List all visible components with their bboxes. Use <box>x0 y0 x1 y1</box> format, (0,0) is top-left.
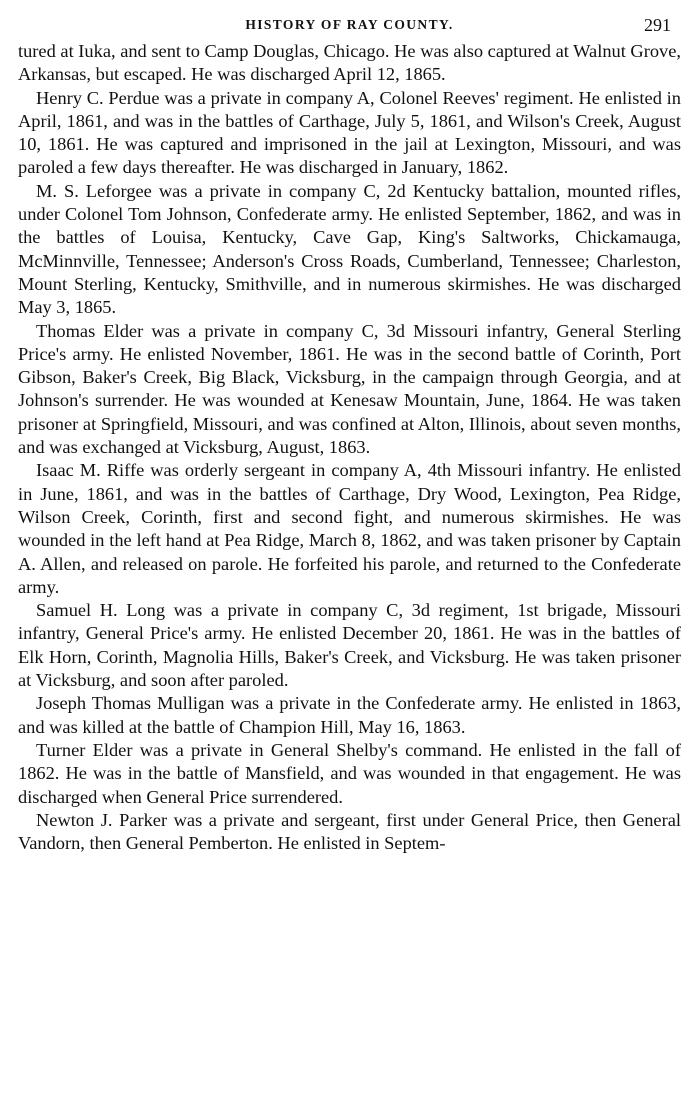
running-head <box>18 10 681 40</box>
paragraph-joseph-thomas-mulligan: Joseph Thomas Mulligan was a private in the Confederate army. He enlisted in 1863, and was killed at the battle of Champion Hill, May 16, 1863. <box>18 693 681 737</box>
body-text <box>18 40 681 855</box>
paragraph-thomas-elder: Thomas Elder was a private in company C, 3d Missouri infantry, General Sterling Price's army. He enlisted November, 1861. He was in the second battle of Corinth, Port Gibson, Baker's Creek, Big Black, Vicksburg, in the campaign through Georgia, and at Johnson's surrender. He was wounded at Kenesaw Mountain, June, 1864. He was taken prisoner at Springfield, Missouri, and was confined at Alton, Illinois, about seven months, and was exchanged at Vicksburg, August, 1863. <box>18 320 681 458</box>
paragraph-m-s-leforgee: M. S. Leforgee was a private in company C, 2d Kentucky battalion, mounted rifles, under Colonel Tom Johnson, Confederate army. He enlisted September, 1862, and was in the battles of Louisa, Kentucky, Cave Gap, King's Saltworks, Chickamauga, McMinnville, Tennessee; Anderson's Cross Roads, Cumberland, Tennessee; Charleston, Mount Sterling, Kentucky, Smithville, and in numerous skirmishes. He was discharged May 3, 1865. <box>18 180 681 318</box>
paragraph-samuel-h-long: Samuel H. Long was a private in company C, 3d regiment, 1st brigade, Missouri infantry, General Price's army. He enlisted December 20, 1861. He was in the battles of Elk Horn, Corinth, Magnolia Hills, Baker's Creek, and Vicksburg. He was taken prisoner at Vicksburg, and soon after paroled. <box>18 600 681 691</box>
running-title: HISTORY OF RAY COUNTY. <box>245 17 454 32</box>
paragraph-henry-c-perdue: Henry C. Perdue was a private in company A, Colonel Reeves' regiment. He enlisted in April, 1861, and was in the battles of Carthage, July 5, 1861, and Wilson's Creek, August 10, 1861. He was captured and imprisoned in the jail at Lexington, Missouri, and was paroled a few days thereafter. He was discharged in January, 1862. <box>18 87 681 178</box>
paragraph-isaac-m-riffe: Isaac M. Riffe was orderly sergeant in company A, 4th Missouri infantry. He enlisted in June, 1861, and was in the battles of Carthage, Dry Wood, Lexington, Pea Ridge, Wilson Creek, Corinth, first and second fight, and numerous skirmishes. He was wounded in the left hand at Pea Ridge, March 8, 1862, and was taken prisoner by Captain A. Allen, and released on parole. He forfeited his parole, and returned to the Confederate army. <box>18 460 681 597</box>
paragraph-turner-elder: Turner Elder was a private in General Shelby's command. He enlisted in the fall of 1862. He was in the battle of Mansfield, and was wounded in that engagement. He was discharged when General Price surrendered. <box>18 739 681 807</box>
page-number: 291 <box>644 15 671 35</box>
paragraph-newton-j-parker: Newton J. Parker was a private and sergeant, first under General Price, then General Vandorn, then General Pemberton. He enlisted in Septem- <box>18 809 681 854</box>
paragraph-continued: tured at Iuka, and sent to Camp Douglas, Chicago. He was also captured at Walnut Grove, Arkansas, but escaped. He was discharged April 12, 1865. <box>18 41 681 85</box>
